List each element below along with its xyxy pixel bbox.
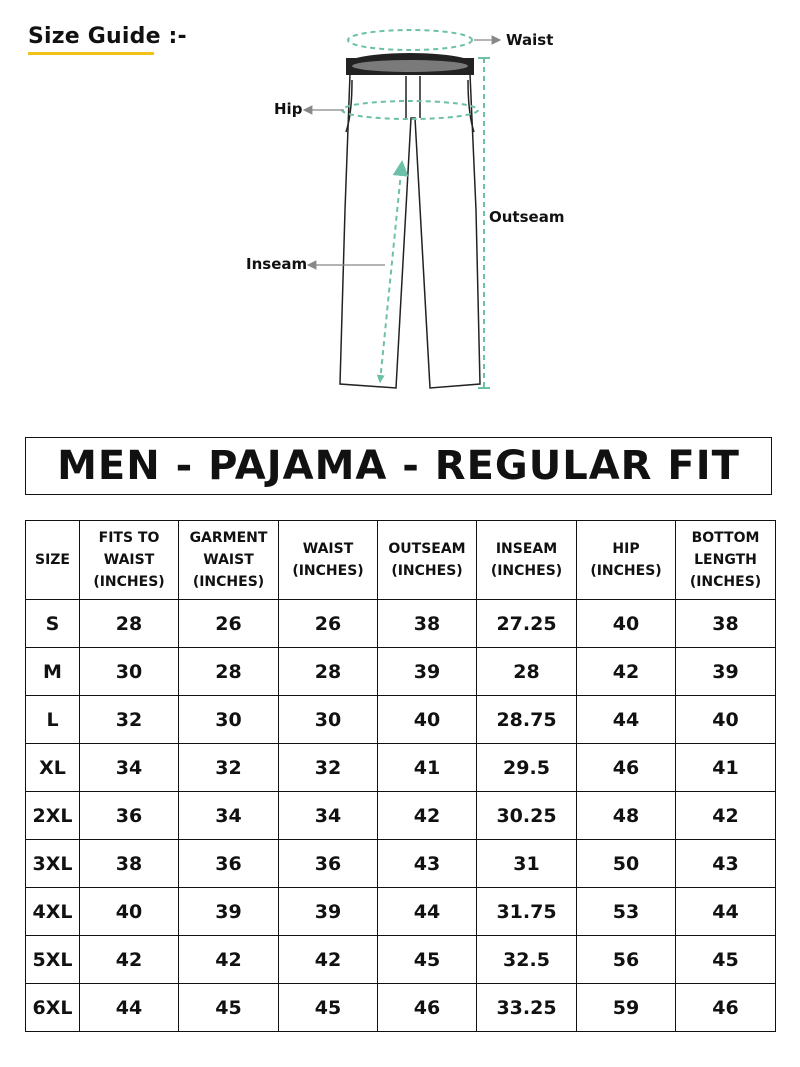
column-header	[179, 521, 279, 600]
column-header-line: HIP	[612, 541, 640, 557]
measurement-cell: 42	[577, 648, 676, 696]
inseam-label: Inseam	[246, 255, 308, 273]
measurement-cell: 48	[577, 792, 676, 840]
measurement-cell: 40	[80, 888, 179, 936]
column-header-line: WAIST	[203, 552, 254, 568]
table-row	[26, 648, 776, 696]
column-header-line: (INCHES)	[292, 563, 364, 579]
outseam-label: Outseam	[489, 208, 565, 226]
measurement-cell: 27.25	[477, 600, 577, 648]
size-cell: 5XL	[26, 936, 80, 984]
measurement-cell: 45	[676, 936, 776, 984]
measurement-cell: 44	[378, 888, 477, 936]
size-cell: L	[26, 696, 80, 744]
measurement-cell: 45	[179, 984, 279, 1032]
measurement-cell: 31	[477, 840, 577, 888]
measurement-cell: 30.25	[477, 792, 577, 840]
measurement-cell: 44	[676, 888, 776, 936]
measurement-cell: 32	[179, 744, 279, 792]
measurement-cell: 45	[378, 936, 477, 984]
measurement-cell: 41	[378, 744, 477, 792]
measurement-cell: 30	[179, 696, 279, 744]
measurement-cell: 40	[577, 600, 676, 648]
measurement-cell: 42	[179, 936, 279, 984]
measurement-cell: 38	[676, 600, 776, 648]
measurement-cell: 32	[279, 744, 378, 792]
measurement-cell: 46	[676, 984, 776, 1032]
column-header	[279, 521, 378, 600]
pajama-body	[340, 74, 480, 388]
size-cell: XL	[26, 744, 80, 792]
table-title: MEN - PAJAMA - REGULAR FIT	[57, 443, 740, 489]
column-header	[477, 521, 577, 600]
measurement-cell: 28	[477, 648, 577, 696]
measurement-cell: 31.75	[477, 888, 577, 936]
measurement-cell: 53	[577, 888, 676, 936]
measurement-cell: 41	[676, 744, 776, 792]
measurement-cell: 40	[676, 696, 776, 744]
table-header-row	[26, 521, 776, 600]
measurement-cell: 34	[279, 792, 378, 840]
table-row	[26, 696, 776, 744]
measurement-cell: 42	[378, 792, 477, 840]
column-header-line: GARMENT	[189, 530, 268, 546]
measurement-cell: 33.25	[477, 984, 577, 1032]
size-cell: S	[26, 600, 80, 648]
measurement-cell: 29.5	[477, 744, 577, 792]
measurement-cell: 50	[577, 840, 676, 888]
measurement-cell: 36	[179, 840, 279, 888]
measurement-cell: 34	[80, 744, 179, 792]
measurement-cell: 39	[179, 888, 279, 936]
column-header-line: WAIST	[103, 552, 155, 568]
measurement-cell: 42	[80, 936, 179, 984]
table-body	[26, 600, 776, 1032]
measurement-cell: 56	[577, 936, 676, 984]
pajama-diagram	[0, 0, 800, 420]
table-row	[26, 984, 776, 1032]
column-header-line: SIZE	[34, 552, 70, 568]
column-header-line: BOTTOM	[691, 530, 760, 546]
size-cell: 4XL	[26, 888, 80, 936]
size-cell: 6XL	[26, 984, 80, 1032]
table-row	[26, 840, 776, 888]
column-header-line: FITS TO	[98, 530, 160, 546]
measurement-cell: 32	[80, 696, 179, 744]
measurement-cell: 39	[676, 648, 776, 696]
column-header	[80, 521, 179, 600]
measurement-cell: 40	[378, 696, 477, 744]
column-header-line: WAIST	[302, 541, 354, 557]
measurement-cell: 38	[378, 600, 477, 648]
measurement-cell: 26	[179, 600, 279, 648]
column-header-line: (INCHES)	[490, 563, 563, 579]
measurement-cell: 44	[577, 696, 676, 744]
size-cell: 2XL	[26, 792, 80, 840]
measurement-cell: 43	[378, 840, 477, 888]
column-header-line: (INCHES)	[93, 574, 165, 590]
measurement-cell: 28.75	[477, 696, 577, 744]
table-row	[26, 792, 776, 840]
column-header-line: LENGTH	[694, 552, 757, 568]
size-cell: M	[26, 648, 80, 696]
size-guide-title: Size Guide :-	[28, 24, 187, 49]
measurement-cell: 26	[279, 600, 378, 648]
measurement-cell: 43	[676, 840, 776, 888]
measurement-cell: 42	[676, 792, 776, 840]
table-row	[26, 744, 776, 792]
measurement-cell: 34	[179, 792, 279, 840]
waistband-inner	[352, 60, 468, 72]
table-row	[26, 936, 776, 984]
measurement-cell: 38	[80, 840, 179, 888]
measurement-cell: 36	[80, 792, 179, 840]
pajama-outline	[340, 74, 480, 388]
measurement-cell: 45	[279, 984, 378, 1032]
measurement-cell: 30	[80, 648, 179, 696]
column-header-line: INSEAM	[495, 541, 558, 557]
measurement-cell: 59	[577, 984, 676, 1032]
column-header	[26, 521, 80, 600]
measurement-cell: 46	[577, 744, 676, 792]
waist-label: Waist	[506, 31, 554, 49]
waist-measure-ring	[348, 30, 472, 50]
table-title-box	[25, 437, 772, 495]
column-header	[378, 521, 477, 600]
table-row	[26, 600, 776, 648]
measurement-cell: 36	[279, 840, 378, 888]
measurement-cell: 46	[378, 984, 477, 1032]
column-header	[676, 521, 776, 600]
measurement-cell: 44	[80, 984, 179, 1032]
column-header-line: (INCHES)	[192, 574, 265, 590]
measurement-cell: 28	[279, 648, 378, 696]
column-header-line: (INCHES)	[590, 563, 662, 579]
table-row	[26, 888, 776, 936]
measurement-cell: 30	[279, 696, 378, 744]
size-chart-table	[25, 520, 776, 1032]
column-header-line: (INCHES)	[689, 574, 762, 590]
measurement-cell: 39	[378, 648, 477, 696]
measurement-cell: 28	[179, 648, 279, 696]
column-header-line: (INCHES)	[391, 563, 463, 579]
measurement-cell: 32.5	[477, 936, 577, 984]
measurement-cell: 28	[80, 600, 179, 648]
hip-label: Hip	[274, 100, 303, 118]
column-header	[577, 521, 676, 600]
measurement-cell: 39	[279, 888, 378, 936]
measurement-cell: 42	[279, 936, 378, 984]
size-cell: 3XL	[26, 840, 80, 888]
column-header-line: OUTSEAM	[388, 541, 466, 557]
